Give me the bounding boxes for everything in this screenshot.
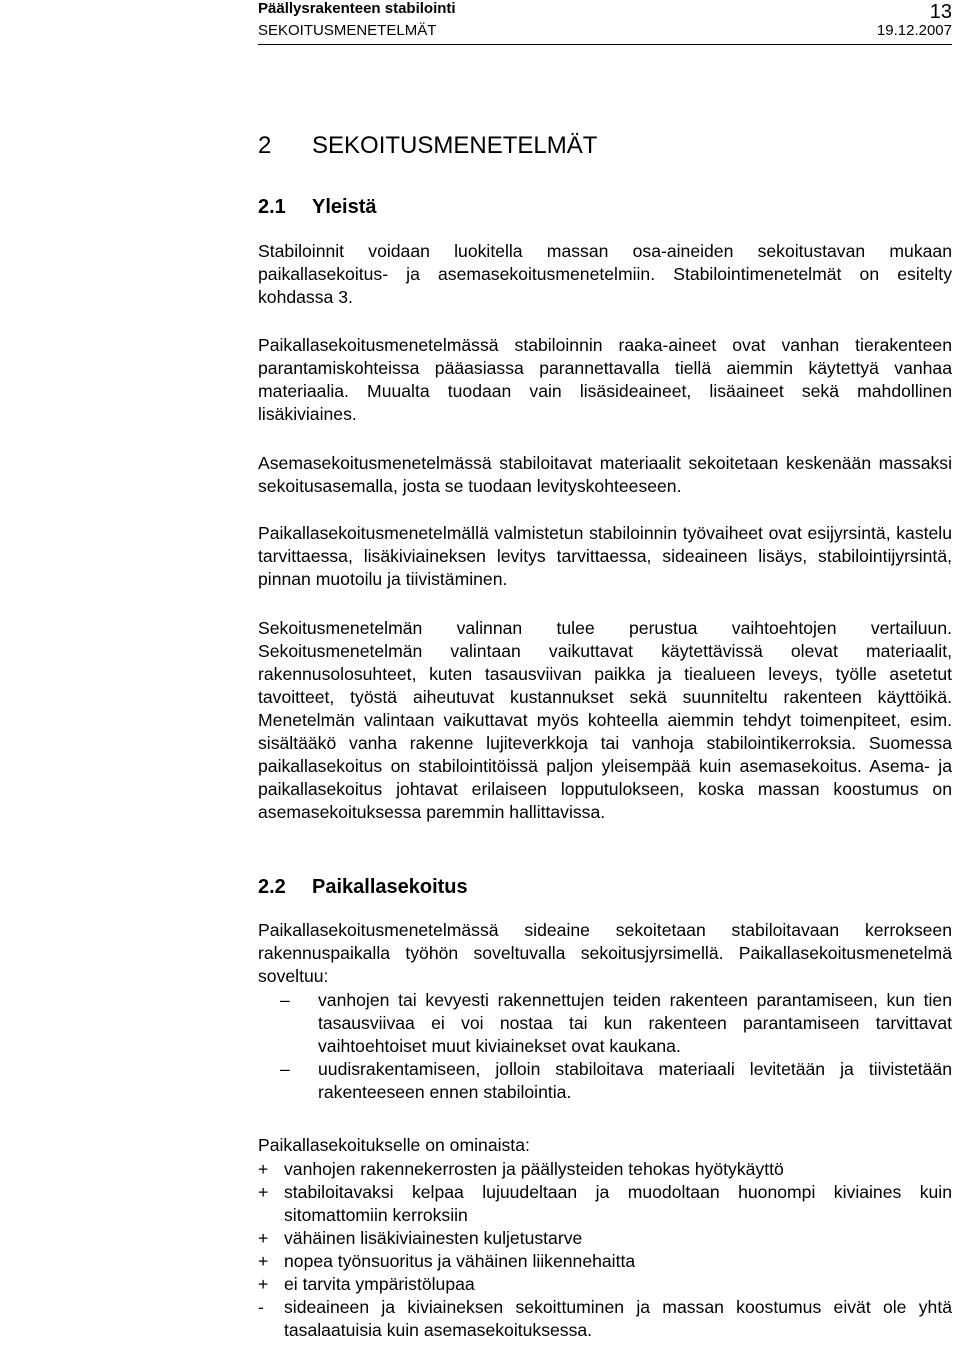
section-number: 2.2 — [258, 876, 286, 898]
paragraph: Paikallasekoitukselle on ominaista: — [258, 1135, 530, 1155]
chapter-number: 2 — [258, 132, 272, 159]
dash-marker: – — [280, 990, 290, 1010]
list-item — [258, 1273, 952, 1296]
section-heading-yleista — [258, 196, 376, 219]
list-item-text: ei tarvita ympäristölupaa — [284, 1274, 475, 1294]
list-marker: + — [258, 1274, 269, 1294]
list-item-text: nopea työnsuoritus ja vähäinen liikennehaitta — [284, 1251, 636, 1271]
list-item — [258, 1227, 952, 1250]
list-item — [258, 1158, 952, 1181]
section-heading-paikallasekoitus — [258, 876, 468, 899]
list-marker: + — [258, 1159, 269, 1179]
paragraph: Paikallasekoitusmenetelmässä stabiloinnin raaka-aineet ovat vanhan tierakenteen parantamiskohteissa pääasiassa parannettavalla tiellä aiemmin käytettyä vanhaa materiaalia. Muualta tuodaan vain lisäsideaineet, lisäaineet sekä mahdollinen lisäkiviaines. — [258, 335, 952, 424]
list-item-text: vanhojen tai kevyesti rakennettujen teiden rakenteen parantamiseen, kun tien tasausviivaa ei voi nostaa tai kun rakenteen parantamiseen tarvittavat vaihtoehtoiset muut kiviainekset ovat kaukana. — [318, 990, 952, 1056]
list-item — [258, 1296, 952, 1342]
characteristics-list — [258, 1158, 952, 1342]
list-item-text: vanhojen rakennekerrosten ja päällysteiden tehokas hyötykäyttö — [284, 1159, 784, 1179]
list-item — [258, 1250, 952, 1273]
page-header — [258, 0, 952, 45]
list-item — [258, 1181, 952, 1227]
list-item — [258, 1058, 952, 1104]
list-item-text: sideaineen ja kiviaineksen sekoittuminen ja massan koostumus eivät ole yhtä tasalaatuisia kuin asemasekoituksessa. — [284, 1297, 952, 1340]
paragraph: Asemasekoitusmenetelmässä stabiloitavat materiaalit sekoitetaan keskenään massaksi sekoitusasemalla, josta se tuodaan levityskohteeseen. — [258, 453, 952, 496]
list-item-text: uudisrakentamiseen, jolloin stabiloitava materiaali levitetään ja tiivistetään rakenteeseen ennen stabilointia. — [318, 1059, 952, 1102]
paragraph: Sekoitusmenetelmän valinnan tulee perustua vaihtoehtojen vertailuun. Sekoitusmenetelmän valintaan vaikuttavat käytettävissä olevat materiaalit, rakennusolosuhteet, kuten tasausviivan paikka ja tiealueen leveys, työlle asetetut tavoitteet, työstä aiheutuvat kustannukset sekä suunniteltu rakenteen käyttöikä. Menetelmän valintaan vaikuttavat myös kohteella aiemmin tehdyt toimenpiteet, esim. sisältääkö vanha rakenne lujiteverkkoja tai vanhoja stabilointikerroksia. Suomessa paikallasekoitus on stabilointitöissä paljon yleisempää kuin asemasekoitus. Asema- ja paikallasekoitus johtavat erilaiseen lopputulokseen, koska massan koostumus on asemasekoituksessa paremmin hallittavissa. — [258, 618, 952, 822]
paragraph: Paikallasekoitusmenetelmällä valmistetun stabiloinnin työvaiheet ovat esijyrsintä, kastelu tarvittaessa, lisäkiviaineksen levitys tarvittaessa, sideaineen lisäys, stabilointijyrsintä, pinnan muotoilu ja tiivistäminen. — [258, 523, 952, 589]
header-date: 19.12.2007 — [876, 22, 952, 39]
list-marker: - — [258, 1297, 264, 1317]
section-title: Yleistä — [312, 196, 377, 218]
list-item — [258, 989, 952, 1058]
section-title: Paikallasekoitus — [312, 876, 468, 898]
chapter-title: SEKOITUSMENETELMÄT — [312, 132, 598, 159]
list-item-text: vähäinen lisäkiviainesten kuljetustarve — [284, 1228, 583, 1248]
section-number: 2.1 — [258, 196, 286, 218]
applications-list — [258, 989, 952, 1104]
list-item-text: stabiloitavaksi kelpaa lujuudeltaan ja muodoltaan huonompi kiviaines kuin sitomattomiin kerroksiin — [284, 1182, 952, 1225]
header-subtitle: SEKOITUSMENETELMÄT — [258, 22, 437, 39]
header-title: Päällysrakenteen stabilointi — [258, 0, 456, 17]
list-marker: + — [258, 1251, 269, 1271]
page-number: 13 — [929, 1, 952, 23]
list-marker: + — [258, 1228, 269, 1248]
paragraph: Stabiloinnit voidaan luokitella massan osa-aineiden sekoitustavan mukaan paikallasekoitus- ja asemasekoitusmenetelmiin. Stabilointimenetelmät on esitelty kohdassa 3. — [258, 241, 952, 307]
chapter-heading — [258, 132, 597, 160]
paragraph: Paikallasekoitusmenetelmässä sideaine sekoitetaan stabiloitavaan kerrokseen rakennuspaikalla työhön soveltuvalla sekoitusjyrsimellä. Paikallasekoitusmenetelmä soveltuu: — [258, 920, 952, 986]
list-marker: + — [258, 1182, 269, 1202]
dash-marker: – — [280, 1059, 290, 1079]
